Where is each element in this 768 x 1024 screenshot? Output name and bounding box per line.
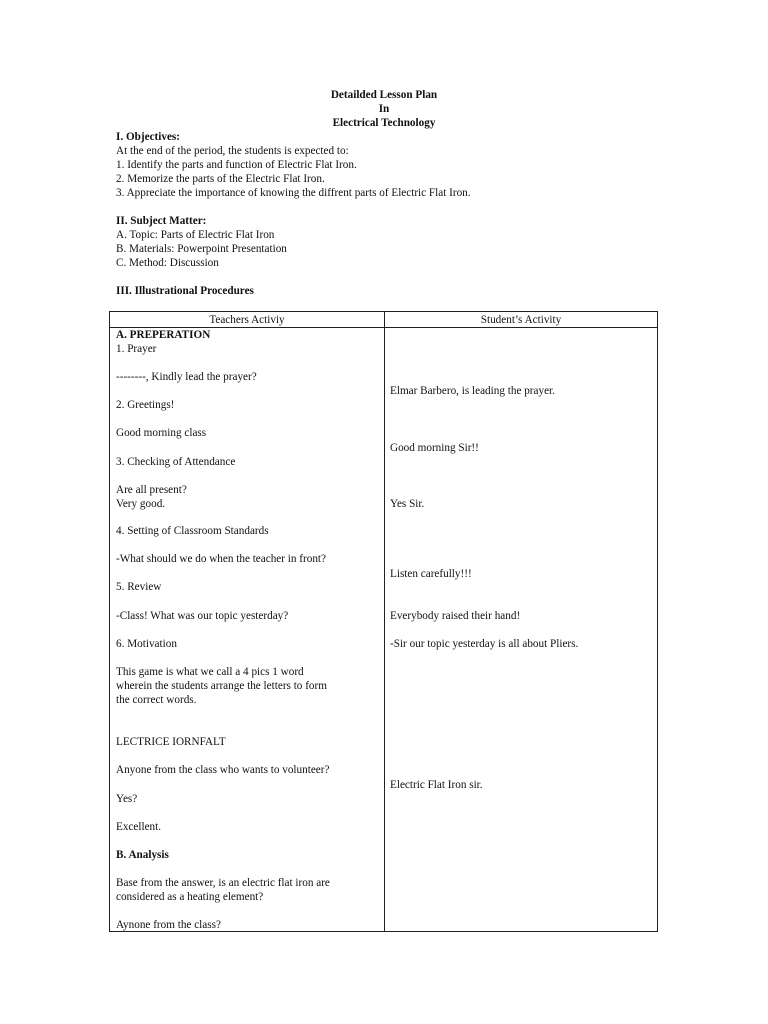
student-line: Elmar Barbero, is leading the prayer. — [390, 385, 555, 397]
objective-item: 2. Memorize the parts of the Electric Flat Iron. — [116, 173, 325, 185]
teacher-column-header: Teachers Activiy — [209, 314, 285, 326]
teacher-step-greetings: 2. Greetings! — [116, 399, 175, 411]
student-line: Good morning Sir!! — [390, 442, 479, 454]
teacher-line: --------, Kindly lead the prayer? — [116, 371, 257, 383]
subject-matter-item: B. Materials: Powerpoint Presentation — [116, 243, 287, 255]
procedures-heading: III. Illustrational Procedures — [116, 285, 254, 297]
teacher-line: This game is what we call a 4 pics 1 word — [116, 666, 304, 678]
objectives-heading: I. Objectives: — [116, 131, 181, 143]
teacher-line: considered as a heating element? — [116, 891, 264, 903]
teacher-line: Aynone from the class? — [116, 919, 221, 931]
subject-matter-item: C. Method: Discussion — [116, 257, 219, 269]
student-line: Listen carefully!!! — [390, 568, 472, 580]
teacher-line: the correct words. — [116, 694, 197, 706]
teacher-line: Yes? — [116, 793, 138, 805]
section-analysis: B. Analysis — [116, 849, 169, 861]
objective-item: 3. Appreciate the importance of knowing the diffrent parts of Electric Flat Iron. — [116, 187, 471, 199]
teacher-line: Good morning class — [116, 427, 207, 439]
subject-matter-heading: II. Subject Matter: — [116, 215, 207, 227]
student-line: Electric Flat Iron sir. — [390, 779, 483, 791]
student-line: Yes Sir. — [390, 498, 425, 510]
title-line-3: Electrical Technology — [332, 117, 436, 129]
scrambled-word: LECTRICE IORNFALT — [116, 736, 226, 748]
title-line-1: Detailded Lesson Plan — [330, 89, 438, 101]
teacher-step-standards: 4. Setting of Classroom Standards — [116, 525, 269, 537]
teacher-line: -Class! What was our topic yesterday? — [116, 610, 289, 622]
teacher-step-motivation: 6. Motivation — [116, 638, 177, 650]
student-line: Everybody raised their hand! — [390, 610, 521, 622]
teacher-line: Excellent. — [116, 821, 162, 833]
section-preparation: A. PREPERATION — [116, 329, 211, 341]
teacher-step-review: 5. Review — [116, 581, 162, 593]
objectives-intro: At the end of the period, the students is expected to: — [116, 145, 349, 157]
teacher-line: Very good. — [116, 498, 166, 510]
student-column-header: Student’s Activity — [480, 314, 562, 326]
subject-matter-item: A. Topic: Parts of Electric Flat Iron — [116, 229, 275, 241]
teacher-step-attendance: 3. Checking of Attendance — [116, 456, 236, 468]
teacher-line: Base from the answer, is an electric flat iron are — [116, 877, 330, 889]
title-line-2: In — [378, 103, 390, 115]
teacher-line: Are all present? — [116, 484, 187, 496]
teacher-line: wherein the students arrange the letters to form — [116, 680, 327, 692]
table-column-divider — [384, 312, 385, 931]
objective-item: 1. Identify the parts and function of Electric Flat Iron. — [116, 159, 357, 171]
teacher-step-prayer: 1. Prayer — [116, 343, 157, 355]
teacher-line: -What should we do when the teacher in front? — [116, 553, 327, 565]
student-line: -Sir our topic yesterday is all about Pliers. — [390, 638, 579, 650]
activity-table — [109, 311, 658, 932]
teacher-line: Anyone from the class who wants to volunteer? — [116, 764, 330, 776]
